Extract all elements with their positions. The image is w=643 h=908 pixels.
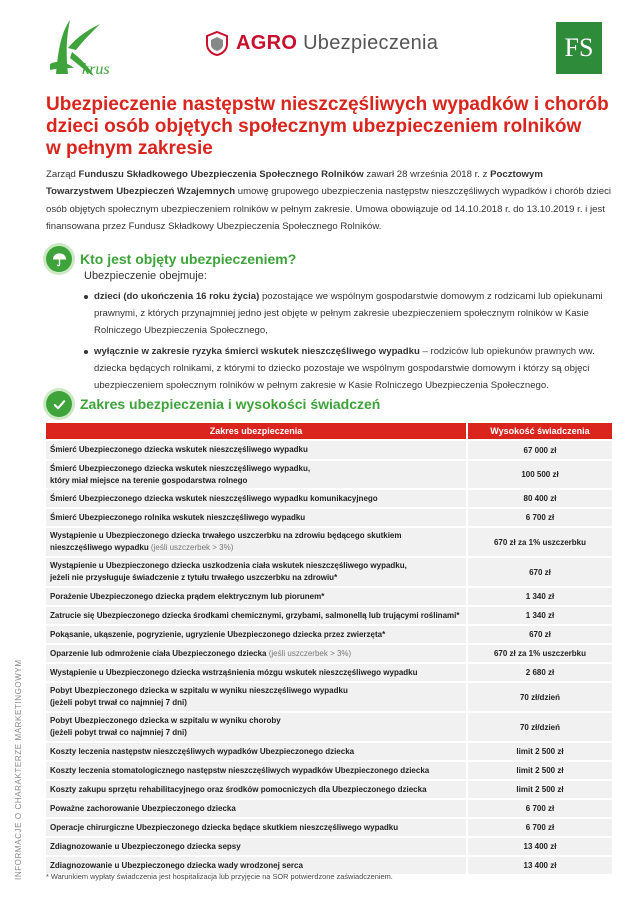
table-cell-amount: 80 400 zł [523,494,557,503]
title-line-2: dzieci osób objętych społecznym ubezpieczeniem rolników [46,116,582,137]
table-row [46,798,612,817]
fs-logo: FS [556,22,602,74]
table-row [46,459,612,488]
table-row [46,779,612,798]
agro-emblem-icon [204,30,230,56]
table-row [46,526,612,556]
table-cell-scope: Koszty zakupu sprzętu rehabilitacyjnego oraz środków pomocniczych dla Ubezpieczonego dziecka [46,781,468,798]
table-cell-amount: limit 2 500 zł [516,747,564,756]
table-row [46,662,612,681]
title-line-1: Ubezpieczenie następstw nieszczęśliwych wypadków i chorób [46,94,609,115]
table-cell-amount: 1 340 zł [525,611,555,620]
table-row [46,624,612,643]
coverage-list [84,288,624,394]
table-row [46,741,612,760]
section-scope-title: Zakres ubezpieczenia i wysokości świadczeń [80,396,381,412]
table-row [46,605,612,624]
table-cell-scope: Oparzenie lub odmrożenie ciała Ubezpieczonego dziecka (jeśli uszczerbek > 3%) [46,645,468,662]
table-cell-amount: 670 zł [529,567,551,577]
section-who-title: Kto jest objęty ubezpieczeniem? [80,251,297,267]
table-row [46,586,612,605]
coverage-item-parents: wyłącznie w zakresie ryzyka śmierci wskutek nieszczęśliwego wypadku – rodziców lub opiekunów prawnych ww. dziecka będących rolnikami, z którymi to dziecko pozostaje we wspólnym gospodarstwie domowym i którzy są objęci ubezpieczeniem społecznym rolników w pełnym zakresie w Kasie Rolniczego Ubezpieczenia Społecznego. [84,343,624,394]
table-row [46,439,612,459]
table-header [46,423,612,439]
table-cell-scope: Śmierć Ubezpieczonego dziecka wskutek nieszczęśliwego wypadku [46,441,468,459]
table-row [46,681,612,711]
table-header-amount: Wysokość świadczenia [490,426,590,436]
table-cell-scope: Pobyt Ubezpieczonego dziecka w szpitalu w wyniku choroby (jeżeli pobyt trwał co najmniej 7 dni) [46,713,468,741]
umbrella-icon [46,246,72,272]
table-row [46,507,612,526]
footnote: * Warunkiem wypłaty świadczenia jest hospitalizacja lub przyjęcie na SOR potwierdzone zaświadczeniem. [46,872,393,881]
table-cell-amount: 13 400 zł [523,842,557,851]
table-cell-amount: 100 500 zł [521,470,559,479]
table-cell-amount: 1 340 zł [525,592,555,601]
table-cell-amount: 70 zł/dzień [519,692,560,702]
table-cell-amount: 13 400 zł [523,861,557,870]
coverage-list-section [84,270,624,398]
table-body [46,439,612,874]
table-row [46,817,612,836]
table-cell-scope: Operacje chirurgiczne Ubezpieczonego dziecka będące skutkiem nieszczęśliwego wypadku [46,819,468,836]
table-cell-note: (jeśli uszczerbek > 3%) [266,648,352,658]
table-cell-amount: 6 700 zł [525,823,555,832]
side-marketing-text: INFORMACJE O CHARAKTERZE MARKETINGOWYM [14,659,23,880]
table-cell-scope: Zatrucie się Ubezpieczonego dziecka środkami chemicznymi, grzybami, salmonellą lub trującymi roślinami* [46,607,468,624]
table-cell-scope: Koszty leczenia następstw nieszczęśliwych wypadków Ubezpieczonego dziecka [46,743,468,760]
table-row [46,760,612,779]
benefits-table [46,423,612,874]
page-title [46,94,616,160]
table-row [46,556,612,586]
table-cell-scope: Wystąpienie u Ubezpieczonego dziecka wstrząśnienia mózgu wskutek nieszczęśliwego wypadku [46,664,468,681]
section-who-heading [46,246,296,272]
table-row [46,643,612,662]
table-cell-scope: Koszty leczenia stomatologicznego następstw nieszczęśliwych wypadków Ubezpieczonego dziecka [46,762,468,779]
table-cell-scope: Wystąpienie u Ubezpieczonego dziecka uszkodzenia ciała wskutek nieszczęśliwego wypadku, jeżeli nie przysługuje świadczenie z tytułu trwałego uszczerbku na zdrowiu* [46,558,468,586]
side-marketing-label [14,640,28,880]
table-row [46,836,612,855]
table-cell-amount: 70 zł/dzień [519,722,560,732]
title-line-3: w pełnym zakresie [46,138,213,159]
table-cell-amount: 6 700 zł [525,804,555,813]
section-scope-heading [46,391,380,417]
table-header-scope: Zakres ubezpieczenia [46,423,468,439]
table-row [46,711,612,741]
table-cell-amount: 670 zł za 1% uszczerbku [493,537,587,547]
intro-fund-name: Funduszu Składkowego Ubezpieczenia Społecznego Rolników [78,169,364,180]
coverage-lead: Ubezpieczenie obejmuje: [84,270,207,282]
intro-paragraph: Zarząd Funduszu Składkowego Ubezpieczenia Społecznego Rolników zawarł 28 września 2018 r. z Pocztowym Towarzystwem Ubezpieczeń Wzajemnych umowę grupowego ubezpieczenia następstw nieszczęśliwych wypadków i chorób dzieci osób objętych społecznym ubezpieczeniem rolników w pełnym zakresie. Umowa obowiązuje od 14.10.2018 r. do 13.10.2019 r. i jest finansowana przez Fundusz Składkowy Ubezpieczenia Społecznego Rolników. [46,169,612,233]
table-cell-scope: Śmierć Ubezpieczonego dziecka wskutek nieszczęśliwego wypadku komunikacyjnego [46,490,468,507]
table-cell-amount: 6 700 zł [525,513,555,522]
table-cell-scope: Śmierć Ubezpieczonego rolnika wskutek nieszczęśliwego wypadku [46,509,468,526]
table-cell-scope: Wystąpienie u Ubezpieczonego dziecka trwałego uszczerbku na zdrowiu będącego skutkiem nieszczęśliwego wypadku (jeśli uszczerbek > 3%) [46,528,468,556]
table-cell-amount: 2 680 zł [525,668,555,677]
table-cell-scope: Zdiagnozowanie u Ubezpieczonego dziecka wady wrodzonej serca [46,857,468,874]
table-cell-scope: Porażenie Ubezpieczonego dziecka prądem elektrycznym lub piorunem* [46,588,468,605]
checkmark-icon [46,391,72,417]
table-cell-amount: limit 2 500 zł [516,766,564,775]
table-row [46,488,612,507]
table-cell-amount: 670 zł za 1% uszczerbku [493,649,587,658]
table-cell-scope: Pokąsanie, ukąszenie, pogryzienie, ugryzienie Ubezpieczonego dziecka przez zwierzęta* [46,626,468,643]
table-cell-amount: 670 zł [529,630,551,639]
coverage-item-children: dzieci (do ukończenia 16 roku życia) pozostające we wspólnym gospodarstwie domowym z rodzicami lub opiekunami prawnymi, z których przynajmniej jedno jest objęte w pełnym zakresie ubezpieczeniem społecznym rolników w Kasie Rolniczego Ubezpieczenia Społecznego, [84,288,624,339]
krus-logo-text: krus [82,61,110,78]
table-cell-scope: Zdiagnozowanie u Ubezpieczonego dziecka sepsy [46,838,468,855]
table-cell-scope: Pobyt Ubezpieczonego dziecka w szpitalu w wyniku nieszczęśliwego wypadku (jeżeli pobyt trwał co najmniej 7 dni) [46,683,468,711]
table-cell-note: (jeśli uszczerbek > 3%) [148,543,234,552]
table-cell-amount: 67 000 zł [523,445,557,455]
agro-logo-rest: Ubezpieczenia [303,31,439,54]
table-cell-scope: Śmierć Ubezpieczonego dziecka wskutek nieszczęśliwego wypadku, który miał miejsce na terenie gospodarstwa rolnego [46,461,468,488]
krus-logo [48,14,116,80]
agro-logo-bold: AGRO [236,31,298,54]
table-cell-scope: Poważne zachorowanie Ubezpieczonego dziecka [46,800,468,817]
page-header [0,0,643,88]
agro-logo [204,30,438,56]
table-cell-amount: limit 2 500 zł [516,785,564,794]
intro-insurer-name: Pocztowym Towarzystwem Ubezpieczeń Wzajemnych [46,169,543,198]
